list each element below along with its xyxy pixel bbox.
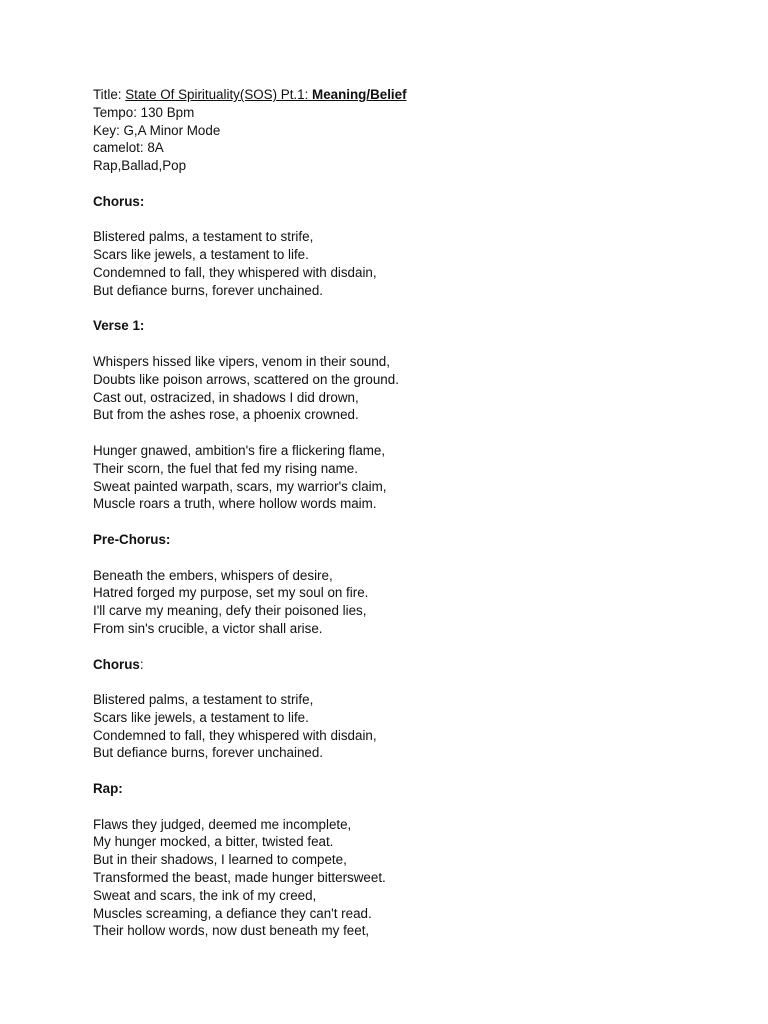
lyric-line: Their scorn, the fuel that fed my rising name.	[93, 460, 358, 476]
lyric-line: But from the ashes rose, a phoenix crowned.	[93, 407, 359, 423]
lyric-line: Muscle roars a truth, where hollow words maim.	[93, 496, 377, 512]
tempo: Tempo: 130 Bpm	[93, 104, 195, 120]
blank-line	[93, 424, 733, 442]
lyrics-document	[93, 86, 733, 940]
lyric-line: My hunger mocked, a bitter, twisted feat.	[93, 834, 334, 850]
section-heading-label: Chorus:	[93, 193, 145, 209]
blank-line	[93, 211, 733, 229]
key: Key: G,A Minor Mode	[93, 122, 221, 138]
blank-line	[93, 300, 733, 318]
lyric-line: Doubts like poison arrows, scattered on the ground.	[93, 371, 399, 387]
genres: Rap,Ballad,Pop	[93, 158, 187, 174]
blank-line	[93, 638, 733, 656]
blank-line	[93, 549, 733, 567]
lyric-line: Sweat and scars, the ink of my creed,	[93, 887, 317, 903]
camelot: camelot: 8A	[93, 140, 164, 156]
lyric-line: Beneath the embers, whispers of desire,	[93, 567, 333, 583]
lyric-line: But defiance burns, forever unchained.	[93, 282, 324, 298]
section-heading	[93, 656, 733, 674]
lyric-line: Condemned to fall, they whispered with disdain,	[93, 727, 377, 743]
lyric-line: Scars like jewels, a testament to life.	[93, 247, 309, 263]
lyric-line: But defiance burns, forever unchained.	[93, 745, 324, 761]
section-heading	[93, 317, 733, 335]
lyric-line: Scars like jewels, a testament to life.	[93, 709, 309, 725]
lyric-line: Cast out, ostracized, in shadows I did drown,	[93, 389, 359, 405]
title-label: Title:	[93, 87, 126, 102]
lyric-line: Sweat painted warpath, scars, my warrior's claim,	[93, 478, 387, 494]
lyric-line: From sin's crucible, a victor shall arise.	[93, 620, 323, 636]
section-heading-label: Chorus	[93, 656, 140, 672]
lyric-line: Hatred forged my purpose, set my soul on fire.	[93, 585, 369, 601]
section-heading-label: Verse 1:	[93, 318, 145, 334]
lyric-line: Condemned to fall, they whispered with disdain,	[93, 264, 377, 280]
lyric-line: Flaws they judged, deemed me incomplete,	[93, 816, 352, 832]
blank-line	[93, 175, 733, 193]
lyric-line: Their hollow words, now dust beneath my feet,	[93, 923, 370, 939]
blank-line	[93, 335, 733, 353]
lyric-line: But in their shadows, I learned to compete,	[93, 852, 347, 868]
title-bold: Meaning/Belief	[312, 87, 407, 102]
lyric-line: Muscles screaming, a defiance they can't read.	[93, 905, 372, 921]
blank-line	[93, 762, 733, 780]
title-text: State Of Spirituality(SOS) Pt.1:	[125, 87, 313, 102]
lyric-line: Whispers hissed like vipers, venom in their sound,	[93, 353, 390, 369]
section-heading	[93, 531, 733, 549]
blank-line	[93, 798, 733, 816]
lyric-line: Blistered palms, a testament to strife,	[93, 692, 314, 708]
section-heading	[93, 193, 733, 211]
section-heading	[93, 780, 733, 798]
song-title	[93, 86, 733, 104]
lyrics-sections	[93, 175, 733, 940]
section-heading-label: Pre-Chorus:	[93, 531, 171, 547]
blank-line	[93, 673, 733, 691]
lyric-line: Hunger gnawed, ambition's fire a flickering flame,	[93, 442, 386, 458]
section-heading-label: Rap:	[93, 781, 123, 797]
lyric-line: I'll carve my meaning, defy their poisoned lies,	[93, 603, 367, 619]
lyric-line: Blistered palms, a testament to strife,	[93, 229, 314, 245]
lyric-line: Transformed the beast, made hunger bittersweet.	[93, 870, 386, 886]
section-heading-suffix: :	[139, 656, 144, 672]
blank-line	[93, 513, 733, 531]
